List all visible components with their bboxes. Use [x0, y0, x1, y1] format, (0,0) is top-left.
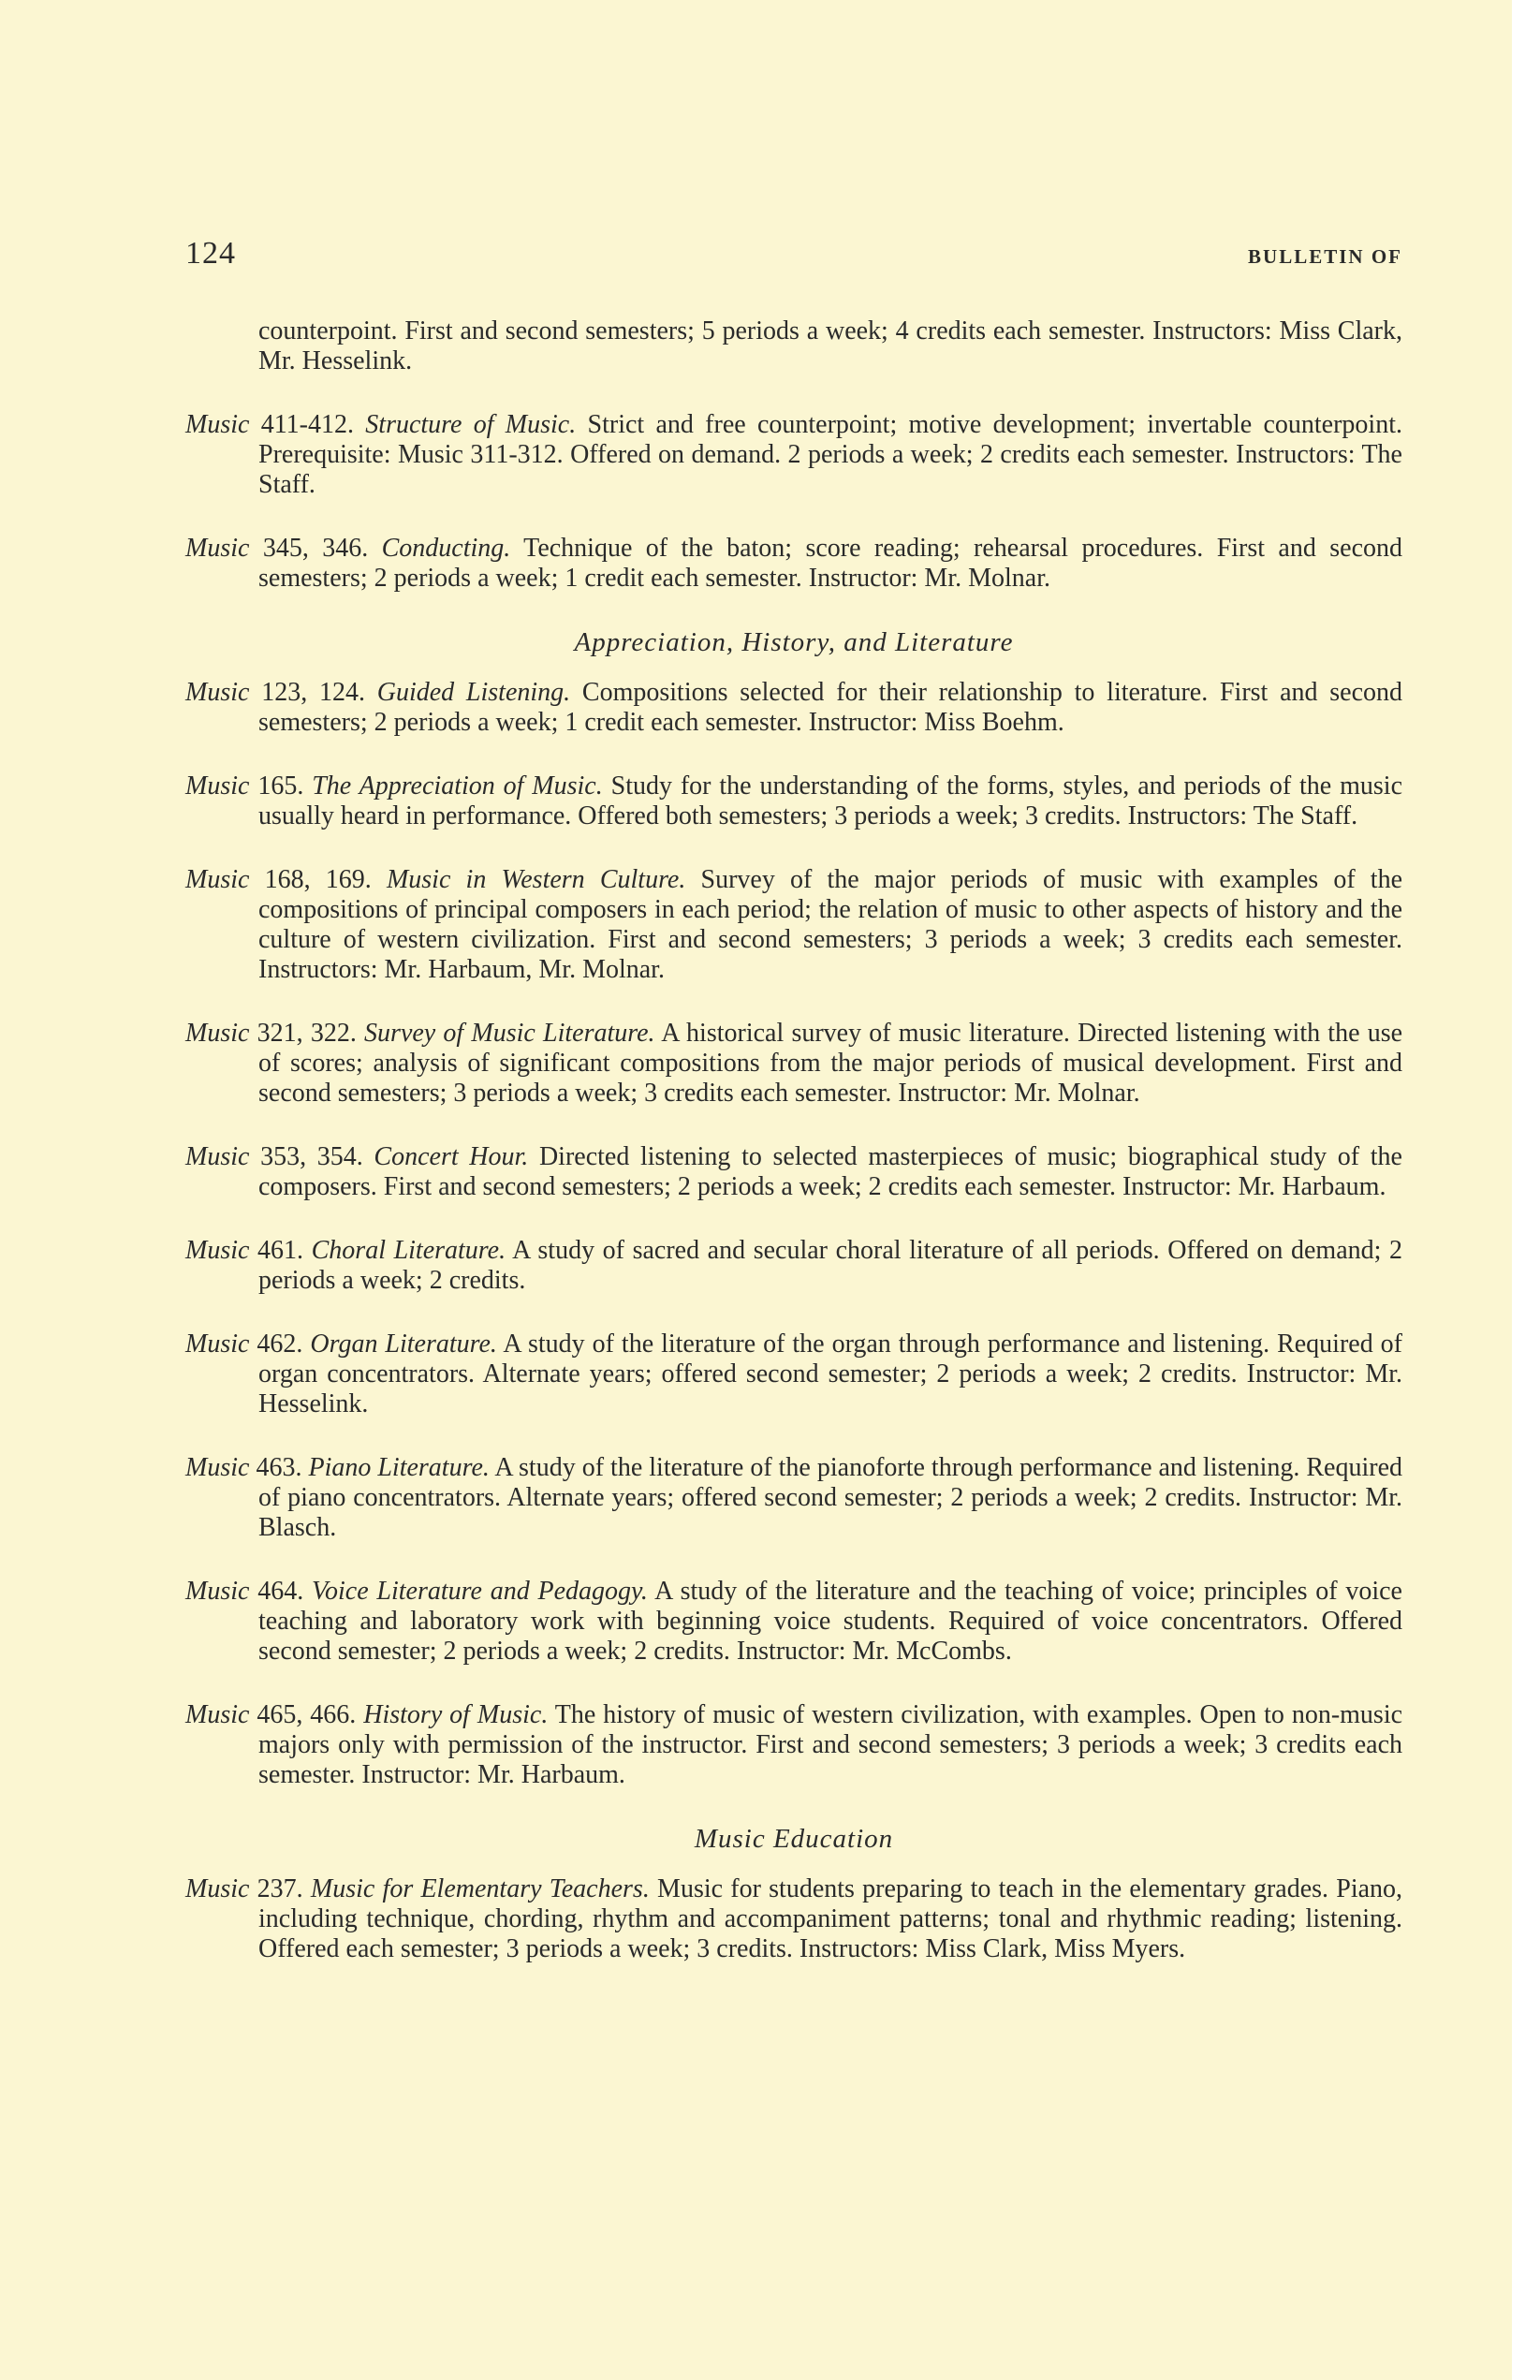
course-description: The history of music of western civilization, with examples. Open to non-music majors only with permission of the instructor. First and second semesters; 3 periods a week; 3 credits each semester. Instructor: Mr. Harbaum.: [258, 1700, 1403, 1789]
course-subject: Music: [185, 534, 250, 563]
course-title: Music for Elementary Teachers.: [310, 1874, 650, 1903]
course-description: Technique of the baton; score reading; rehearsal procedures. First and second semesters; 2 periods a week; 1 credit each semester. Instructor: Mr. Molnar.: [258, 534, 1403, 593]
course-description: Compositions selected for their relationship to literature. First and second semesters; 2 periods a week; 1 credit each semester. Instructor: Miss Boehm.: [258, 678, 1403, 737]
course-entry: [185, 1874, 1402, 1964]
course-number: 123, 124.: [261, 678, 365, 707]
course-title: Piano Literature.: [308, 1453, 490, 1482]
course-description: Strict and free counterpoint; motive development; invertable counterpoint. Prerequisite: Music 311-312. Offered on demand. 2 periods a week; 2 credits each semester. Instructors: The Staff.: [258, 410, 1402, 499]
course-title: Structure of Music.: [365, 410, 577, 439]
course-title: Organ Literature.: [310, 1330, 497, 1359]
course-title: Conducting.: [381, 534, 511, 563]
course-title: History of Music.: [363, 1700, 549, 1729]
course-number: 237.: [257, 1874, 303, 1903]
course-entry: [185, 1236, 1402, 1296]
course-number: 411-412.: [260, 410, 355, 439]
course-title: Survey of Music Literature.: [364, 1019, 655, 1048]
course-listing: [185, 316, 1402, 1998]
course-entry: [185, 1577, 1402, 1667]
course-subject: Music: [185, 1330, 250, 1359]
course-number: 465, 466.: [257, 1700, 357, 1729]
course-title: Voice Literature and Pedagogy.: [312, 1577, 648, 1606]
course-entry: [185, 678, 1402, 738]
course-subject: Music: [185, 410, 250, 439]
course-number: 353, 354.: [260, 1142, 363, 1171]
course-title: Music in Western Culture.: [386, 865, 686, 894]
running-header: [185, 236, 1402, 273]
continued-paragraph: counterpoint. First and second semesters; 5 periods a week; 4 credits each semester. Instructors: Miss Clark, Mr. Hesselink.: [258, 316, 1402, 375]
course-entry: [185, 1142, 1402, 1202]
course-description: Study for the understanding of the forms, styles, and periods of the music usually heard in performance. Offered both semesters; 3 periods a week; 3 credits. Instructors: The Staff.: [258, 771, 1403, 830]
course-title: Choral Literature.: [311, 1236, 506, 1265]
course-number: 165.: [257, 771, 304, 801]
course-number: 461.: [257, 1236, 304, 1265]
course-description: A study of the literature of the pianoforte through performance and listening. Required of piano concentrators. Alternate years; offered second semester; 2 periods a week; 2 credits. Instructor: Mr. Blasch.: [258, 1453, 1403, 1542]
course-subject: Music: [185, 1874, 250, 1903]
course-number: 321, 322.: [257, 1019, 357, 1048]
course-title: Concert Hour.: [374, 1142, 529, 1171]
course-subject: Music: [185, 1236, 250, 1265]
course-description: Music for students preparing to teach in the elementary grades. Piano, including technique, chording, rhythm and accompaniment patterns; tonal and rhythmic reading; listening. Offered each semester; 3 periods a week; 3 credits. Instructors: Miss Clark, Miss Myers.: [258, 1874, 1403, 1963]
course-entry: [185, 534, 1402, 594]
course-entry: [185, 1453, 1402, 1543]
course-number: 168, 169.: [264, 865, 372, 894]
course-description: Survey of the major periods of music with examples of the compositions of principal composers in each period; the relation of music to other aspects of history and the culture of western civilization. First and second semesters; 3 periods a week; 3 credits each semester. Instructors: Mr. Harbaum, Mr. Molnar.: [258, 865, 1403, 984]
course-description: A study of sacred and secular choral literature of all periods. Offered on demand; 2 periods a week; 2 credits.: [258, 1236, 1402, 1295]
course-subject: Music: [185, 1700, 250, 1729]
course-number: 463.: [256, 1453, 302, 1482]
course-number: 345, 346.: [262, 534, 369, 563]
course-description: A study of the literature of the organ through performance and listening. Required of organ concentrators. Alternate years; offered second semester; 2 periods a week; 2 credits. Instructor: Mr. Hesselink.: [258, 1330, 1402, 1418]
course-subject: Music: [185, 771, 250, 801]
course-entry: [185, 410, 1402, 500]
course-description: Directed listening to selected masterpieces of music; biographical study of the composers. First and second semesters; 2 periods a week; 2 credits each semester. Instructor: Mr. Harbaum.: [258, 1142, 1402, 1201]
course-number: 462.: [257, 1330, 303, 1359]
course-entry: [185, 1700, 1402, 1790]
course-title: Guided Listening.: [376, 678, 571, 707]
page-number: 124: [185, 236, 236, 271]
section-heading-education: Music Education: [694, 1824, 894, 1854]
course-group-education: [185, 1874, 1402, 1964]
course-subject: Music: [185, 1453, 250, 1482]
course-entry: [185, 865, 1402, 985]
course-subject: Music: [185, 1019, 250, 1048]
course-group-appreciation: [185, 678, 1402, 1790]
running-title: BULLETIN OF: [1248, 245, 1402, 268]
course-description: A study of the literature and the teaching of voice; principles of voice teaching and laboratory work with beginning voice students. Required of voice concentrators. Offered second semester; 2 periods a week; 2 credits. Instructor: Mr. McCombs.: [258, 1577, 1402, 1666]
course-subject: Music: [185, 678, 250, 707]
course-title: The Appreciation of Music.: [312, 771, 603, 801]
course-entry: [185, 1019, 1402, 1109]
course-description: A historical survey of music literature. Directed listening with the use of scores; analysis of significant compositions from the major periods of musical development. First and second semesters; 3 periods a week; 3 credits each semester. Instructor: Mr. Molnar.: [258, 1019, 1403, 1108]
course-number: 464.: [257, 1577, 304, 1606]
course-entry: [185, 771, 1402, 831]
course-group-theory: [185, 410, 1402, 594]
course-subject: Music: [185, 1577, 250, 1606]
course-subject: Music: [185, 865, 250, 894]
page-edge: [1512, 0, 1540, 2380]
course-entry: [185, 1330, 1402, 1419]
course-subject: Music: [185, 1142, 250, 1171]
section-heading-appreciation: Appreciation, History, and Literature: [574, 627, 1014, 657]
